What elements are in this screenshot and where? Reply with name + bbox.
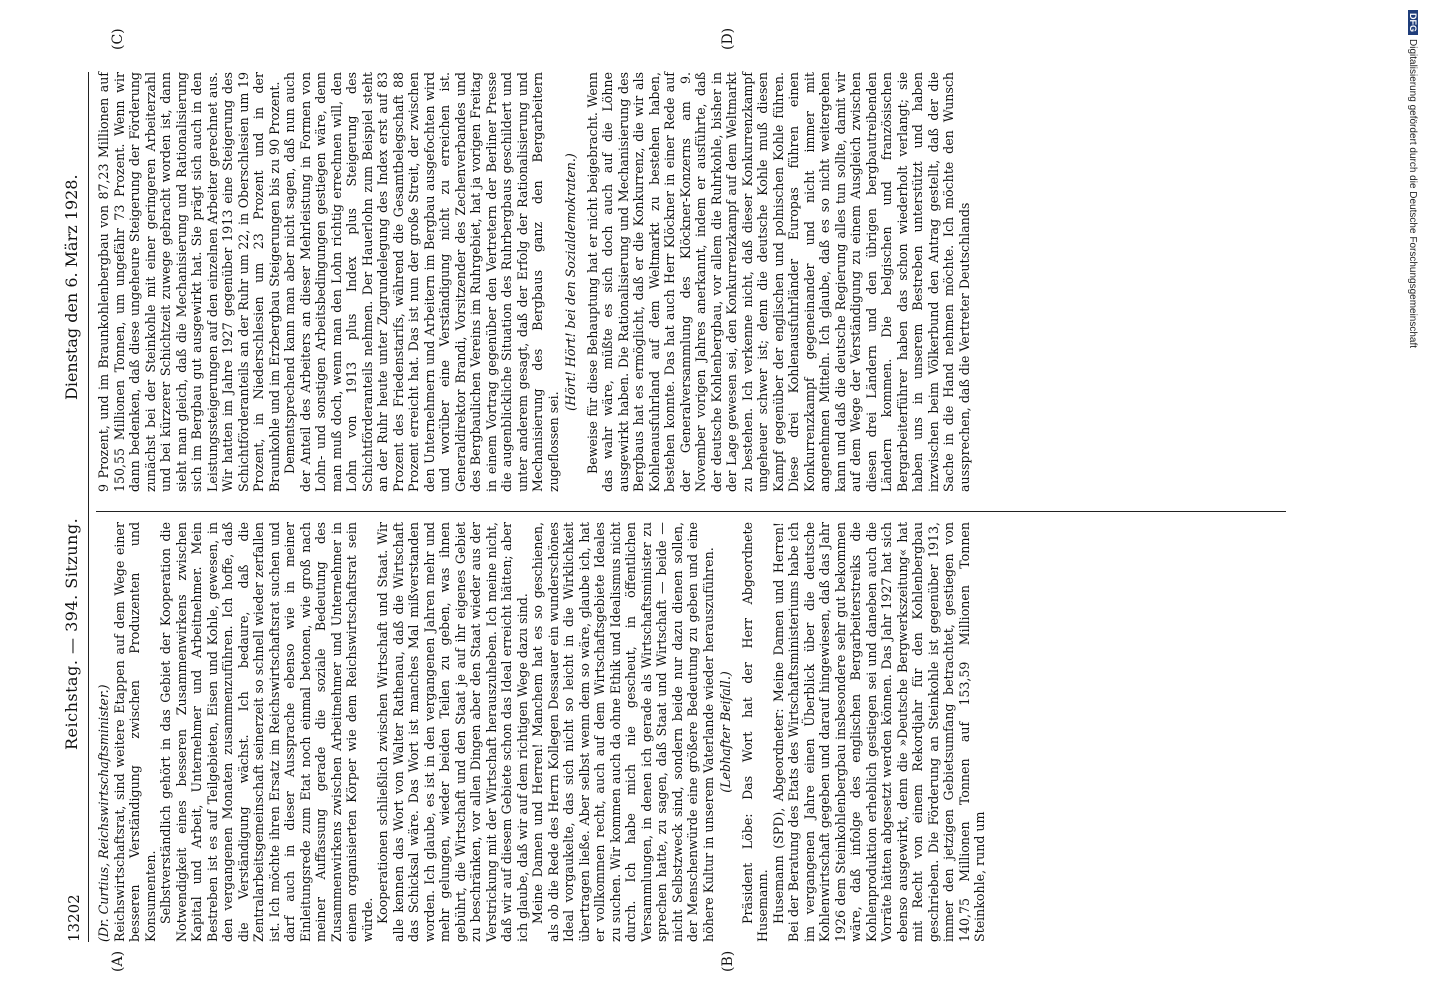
dfg-logo: DFG: [1408, 10, 1418, 35]
paragraph: Beweise für diese Behauptung hat er nicht beigebracht. Wenn das wahr wäre, müßte es sich doch auch auf die Löhne ausgewirkt haben. Die Rationalisierung und Mechanisierung des Bergbaus hat es ermöglicht, daß er die Konkurrenz, die wir als Kohlenausfuhrland auf dem Weltmarkt zu bestehen haben, bestehen konnte. Das hat auch Herr Klöckner in einer Rede auf der Generalversammlung des Klöckner-Konzerns am 9. November vorigen Jahres anerkannt, indem er ausführte, daß der deutsche Kohlenbergbau, vor allem die Ruhrkohle, bisher in der Lage gewesen sei, den Konkurrenzkampf auf dem Weltmarkt zu bestehen. Ich verkenne nicht, daß dieser Konkurrenzkampf ungeheuer schwer ist; denn die deutsche Kohle muß diesen Kampf gegenüber der englischen und polnischen Kohle führen. Diese drei Kohlenausfuhrländer Europas führen einen Konkurrenzkampf gegeneinander und nicht immer mit angenehmen Mitteln. Ich glaube, daß es so nicht weitergehen kann und daß die deutsche Regierung alles tun sollte, damit wir auf dem Wege der Verständigung zu einem Ausgleich zwischen diesen drei Ländern und den übrigen bergbautreibenden Ländern kommen. Die belgischen und französischen Bergarbeiterführer haben das schon wiederholt verlangt; sie haben uns in unserem Bestreben unterstützt und haben inzwischen beim Völkerbund den Antrag gestellt, daß der die Sache in die Hand nehmen möchte. Ich möchte den Wunsch aussprechen, daß die Vertreter Deutschlands: [584, 72, 972, 492]
column-divider: [96, 511, 1286, 512]
running-header-date: Dienstag den 6. März 1928.: [62, 174, 81, 400]
column-right: [96, 72, 972, 492]
margin-marker-b: (B): [720, 950, 736, 972]
paragraph: Dementsprechend kann man aber nicht sagen, daß nun auch der Anteil des Arbeiters an dieser Mehrleistung in Formen von Lohn- und sonstigen Arbeitsbedingungen gestiegen wäre, denn man muß doch, wenn man den Lohn richtig errechnen will, den Lohn von 1913 plus Index plus Steigerung des Schichtförderanteils nehmen. Der Hauerlohn zum Beispiel steht an der Ruhr heute unter Zugrundelegung des Index erst auf 83 Prozent des Friedenstarifs, während die Gesamtbelegschaft 88 Prozent erreicht hat. Das ist nun der große Streit, der zwischen den Unternehmern und Arbeitern im Bergbau ausgefochten wird und worüber eine Verständigung nicht zu erreichen ist. Generaldirektor Brandi, Vorsitzender des Zechenverbandes und des Bergbaulichen Vereins im Ruhrgebiet, hat ja vorigen Freitag in einem Vortrag gegenüber den Vertretern der Berliner Presse die augenblickliche Situation des Ruhrbergbaus geschildert und unter anderem gesagt, daß der Erfolg der Rationalisierung und Mechanisierung des Bergbaus ganz den Bergarbeitern zugeflossen sei.: [282, 72, 561, 492]
interjection: (Lebhafter Beifall.): [718, 671, 733, 793]
paragraph: 9 Prozent, und im Braunkohlenbergbau von 87,23 Millionen auf 150,55 Millionen Tonnen, um ungefähr 73 Prozent. Wenn wir dann bedenken, daß diese ungeheure Steigerung der Förderung zunächst bei der Steinkohle mit einer geringeren Arbeiterzahl und bei kürzerer Schichtzeit zuwege gebracht worden ist, dann sieht man gleich, daß die Mechanisierung und Rationalisierung sich im Bergbau gut ausgewirkt hat. Sie prägt sich auch in den Leistungssteigerungen auf den einzelnen Arbeiter gerechnet aus. Wir hatten im Jahre 1927 gegenüber 1913 eine Steigerung des Schichtförderanteils an der Ruhr um 22, in Oberschlesien um 19 Prozent, in Niederschlesien um 23 Prozent und in der Braunkohle und im Erzbergbau Steigerungen bis zu 90 Prozent.: [96, 72, 282, 492]
paragraph: Kooperationen schließlich zwischen Wirtschaft und Staat. Wir alle kennen das Wort von Walter Rathenau, daß die Wirtschaft das Schicksal wäre. Das Wort ist manches Mal mißverstanden worden. Ich glaube, es ist in den vergangenen Jahren mehr und mehr gelungen, wieder beiden Teilen zu geben, was ihnen gebührt, die Wirtschaft und den Staat je auf ihr eigenes Gebiet zu beschränken, vor allen Dingen aber den Staat wieder aus der Verstrickung mit der Wirtschaft herauszuheben. Ich meine nicht, daß wir auf diesem Gebiete schon das Ideal erreicht hätten; aber ich glaube, daß wir auf dem richtigen Wege dazu sind.: [375, 522, 530, 942]
paragraph: Selbstverständlich gehört in das Gebiet der Kooperation die Notwendigkeit eines besseren Zusammenwirkens zwischen Kapital und Arbeit, Unternehmer und Arbeitnehmer. Mein Bestreben ist es auf Teilgebieten, Eisen und Kohle, gewesen, in den vergangenen Monaten zusammenzuführen. Ich hoffe, daß die Verständigung wächst. Ich bedaure, daß die Zentralarbeitsgemeinschaft seinerzeit so schnell wieder zerfallen ist. Ich möchte ihren Ersatz im Reichswirtschaftsrat suchen und darf auch in dieser Aussprache ebenso wie in meiner Einleitungsrede zum Etat noch einmal betonen, wie groß nach meiner Auffassung gerade die soziale Bedeutung des Zusammenwirkens zwischen Arbeitnehmer und Unternehmer in einem organisierten Körper wie dem Reichswirtschaftsrat sein würde.: [158, 522, 375, 942]
column-left: [96, 522, 988, 942]
paragraph: Husemann (SPD), Abgeordneter: Meine Damen und Herren! Bei der Beratung des Etats des Wirtschaftsministeriums habe ich im vergangenen Jahre einen Überblick über die deutsche Kohlenwirtschaft gegeben und darauf hingewiesen, daß das Jahr 1926 dem Steinkohlenbergbau insbesondere sehr gut bekommen wäre, daß infolge des englischen Bergarbeiterstreiks die Kohlenproduktion erheblich gestiegen sei und daneben auch die Vorräte hätten abgesetzt werden können. Das Jahr 1927 hat sich ebenso ausgewirkt, denn die »Deutsche Bergwerkszeitung« hat mit Recht von einem Rekordjahr für den Kohlenbergbau geschrieben. Die Förderung an Steinkohle ist gegenüber 1913, immer den jetzigen Gebietsumfang betrachtet, gestiegen von 140,75 Millionen Tonnen auf 153,59 Millionen Tonnen Steinkohle, rund um: [770, 522, 987, 942]
margin-marker-c: (C): [110, 28, 126, 50]
interjection: (Hört! Hört! bei den Sozialdemokraten.): [563, 153, 578, 411]
margin-marker-a: (A): [110, 950, 126, 972]
paragraph: Präsident Löbe: Das Wort hat der Herr Abgeordnete Husemann.: [739, 522, 770, 942]
funding-note-text: Digitalisierung gefördert durch die Deutsche Forschungsgemeinschaft: [1407, 39, 1418, 349]
header-rule: [88, 72, 89, 942]
running-header-session: Reichstag. — 394. Sitzung.: [62, 517, 81, 750]
paragraph: Reichswirtschaftsrat, sind weitere Etappen auf dem Wege einer besseren Verständigung zwischen Produzenten und Konsumenten.: [111, 522, 158, 942]
speaker-note: (Dr. Curtius, Reichswirtschaftsminister.): [96, 684, 111, 942]
funding-note: [1404, 10, 1418, 990]
paragraph: Meine Damen und Herren! Manchem hat es so geschienen, als ob die Rede des Herrn Kollegen Dessauer ein wunderschönes Ideal vorgaukelte, das sich nicht so leicht in die Wirklichkeit übertragen ließe. Aber selbst wenn dem so wäre, glaube ich, hat er vollkommen recht, auch auf dem Wirtschaftsgebiete Ideales zu suchen. Wir kommen auch da ohne Ethik und Idealismus nicht durch. Ich habe mich nie gescheut, in öffentlichen Versammlungen, in denen ich gerade als Wirtschaftsminister zu sprechen hatte, zu sagen, daß Staat und Wirtschaft — beide — nicht Selbstzweck sind, sondern beide nur dazu dienen sollen, der Menschenwürde eine größere Bedeutung zu geben und eine höhere Kultur in unserem Vaterlande wieder herauszuführen.: [530, 522, 716, 942]
page-number: 13202: [65, 894, 83, 942]
margin-marker-d: (D): [720, 27, 736, 50]
